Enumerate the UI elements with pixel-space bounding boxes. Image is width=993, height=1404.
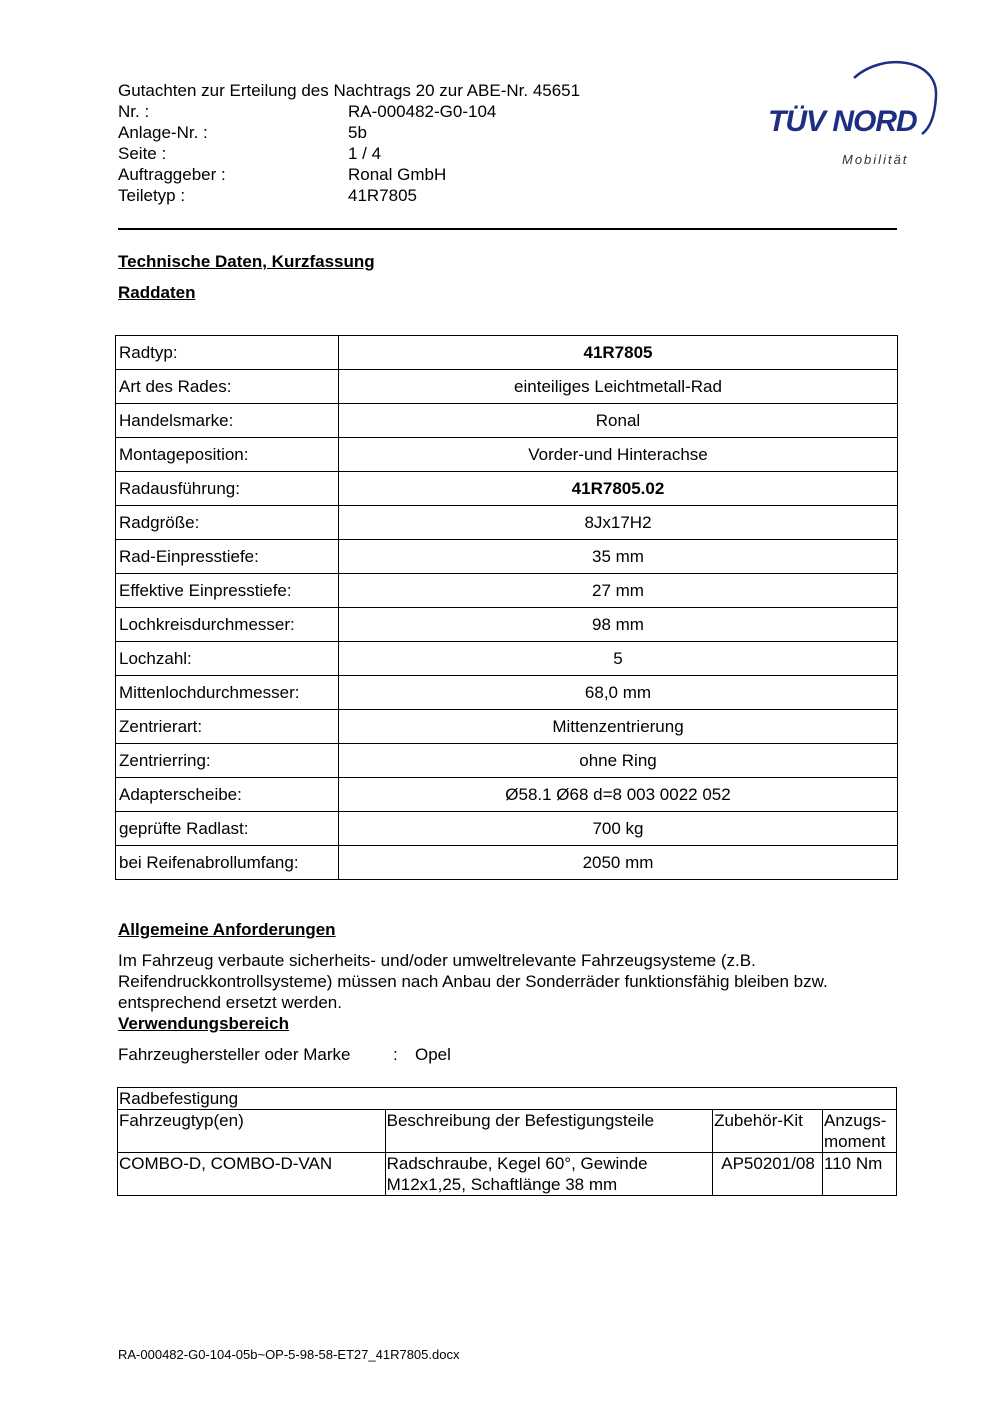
row-value: 35 mm — [339, 540, 898, 574]
row-value: 27 mm — [339, 574, 898, 608]
row-value: 2050 mm — [339, 846, 898, 880]
footer-filename: RA-000482-G0-104-05b~OP-5-98-58-ET27_41R7805.docx — [118, 1347, 460, 1362]
row-value: Ronal — [339, 404, 898, 438]
header-field-label: Seite : — [118, 144, 167, 163]
column-header: Fahrzeugtyp(en) — [118, 1110, 386, 1153]
logo-subtitle: Mobilität — [842, 152, 909, 167]
table-row — [116, 540, 898, 574]
header-field-teiletyp — [118, 185, 678, 206]
row-value: Mittenzentrierung — [339, 710, 898, 744]
row-label: Rad-Einpresstiefe: — [116, 540, 339, 574]
row-value: einteiliges Leichtmetall-Rad — [339, 370, 898, 404]
table-cell: COMBO-D, COMBO-D-VAN — [118, 1153, 386, 1196]
row-value: 700 kg — [339, 812, 898, 846]
header-field-nr — [118, 101, 678, 122]
table-row — [116, 676, 898, 710]
row-label: Adapterscheibe: — [116, 778, 339, 812]
logo-wordmark: TÜV NORD — [768, 105, 917, 138]
header-field-anlage — [118, 122, 678, 143]
header-field-value: Ronal GmbH — [348, 165, 447, 184]
header-field-auftraggeber — [118, 164, 678, 185]
table-row — [116, 710, 898, 744]
table-row — [116, 846, 898, 880]
raddaten-table — [115, 335, 898, 880]
header-title: Gutachten zur Erteilung des Nachtrags 20 zur ABE-Nr. 45651 — [118, 81, 581, 100]
row-value: ohne Ring — [339, 744, 898, 778]
row-value: 41R7805.02 — [339, 472, 898, 506]
row-value: 8Jx17H2 — [339, 506, 898, 540]
row-label: Zentrierring: — [116, 744, 339, 778]
table-cell: Radschraube, Kegel 60°, Gewinde M12x1,25, Schaftlänge 38 mm — [385, 1153, 712, 1196]
row-label: Montageposition: — [116, 438, 339, 472]
radbefestigung-table — [117, 1087, 897, 1196]
table-row — [116, 574, 898, 608]
table-row — [116, 336, 898, 370]
table-cell: AP50201/08 — [713, 1153, 823, 1196]
header-field-label: Auftraggeber : — [118, 165, 226, 184]
table-cell: 110 Nm — [823, 1153, 897, 1196]
table-row — [116, 744, 898, 778]
header-field-value: RA-000482-G0-104 — [348, 102, 497, 121]
header-field-value: 5b — [348, 123, 367, 142]
tuv-nord-logo — [762, 58, 942, 173]
hersteller-label: Fahrzeughersteller oder Marke — [118, 1045, 351, 1064]
header-field-label: Anlage-Nr. : — [118, 123, 208, 142]
hersteller-value: Opel — [415, 1045, 451, 1064]
row-label: Zentrierart: — [116, 710, 339, 744]
table-row — [116, 472, 898, 506]
row-label: Art des Rades: — [116, 370, 339, 404]
row-label: Handelsmarke: — [116, 404, 339, 438]
heading-raddaten: Raddaten — [118, 283, 196, 302]
header-divider — [118, 228, 897, 230]
table-row — [116, 506, 898, 540]
row-label: geprüfte Radlast: — [116, 812, 339, 846]
row-label: Radgröße: — [116, 506, 339, 540]
table-row — [116, 778, 898, 812]
table-row — [118, 1153, 897, 1196]
heading-technische-daten: Technische Daten, Kurzfassung — [118, 252, 375, 271]
table-row — [116, 438, 898, 472]
row-value: Vorder-und Hinterachse — [339, 438, 898, 472]
table-row — [116, 642, 898, 676]
header-field-label: Teiletyp : — [118, 186, 186, 205]
column-header: Zubehör-Kit — [713, 1110, 823, 1153]
table-row — [116, 404, 898, 438]
header-field-label: Nr. : — [118, 102, 150, 121]
row-label: Lochzahl: — [116, 642, 339, 676]
row-value: 68,0 mm — [339, 676, 898, 710]
table-row — [116, 812, 898, 846]
header-field-value: 41R7805 — [348, 186, 418, 205]
table-header-row — [118, 1110, 897, 1153]
row-value: 5 — [339, 642, 898, 676]
row-label: Mittenlochdurchmesser: — [116, 676, 339, 710]
row-value: Ø58.1 Ø68 d=8 003 0022 052 — [339, 778, 898, 812]
table-title-row — [118, 1088, 897, 1110]
heading-allgemeine-anforderungen: Allgemeine Anforderungen — [118, 920, 336, 939]
document-header — [118, 80, 678, 206]
row-value: 41R7805 — [339, 336, 898, 370]
column-header: Anzugs-moment — [823, 1110, 897, 1153]
radbefestigung-title: Radbefestigung — [118, 1088, 897, 1110]
row-label: bei Reifenabrollumfang: — [116, 846, 339, 880]
row-value: 98 mm — [339, 608, 898, 642]
table-row — [116, 370, 898, 404]
heading-verwendungsbereich: Verwendungsbereich — [118, 1014, 289, 1033]
row-label: Radtyp: — [116, 336, 339, 370]
header-field-value: 1 / 4 — [348, 144, 382, 163]
column-header: Beschreibung der Befestigungsteile — [385, 1110, 712, 1153]
table-row — [116, 608, 898, 642]
row-label: Effektive Einpresstiefe: — [116, 574, 339, 608]
hersteller-separator: : — [393, 1045, 398, 1064]
row-label: Radausführung: — [116, 472, 339, 506]
allgemeine-paragraph: Im Fahrzeug verbaute sicherheits- und/oder umweltrelevante Fahrzeugsysteme (z.B. Reifendruckkontrollsysteme) müssen nach Anbau der Sonderräder funktionsfähig bleiben bzw. entsprechend ersetzt werden. — [118, 951, 828, 1012]
fahrzeughersteller-line — [118, 1045, 451, 1065]
header-field-seite — [118, 143, 678, 164]
row-label: Lochkreisdurchmesser: — [116, 608, 339, 642]
